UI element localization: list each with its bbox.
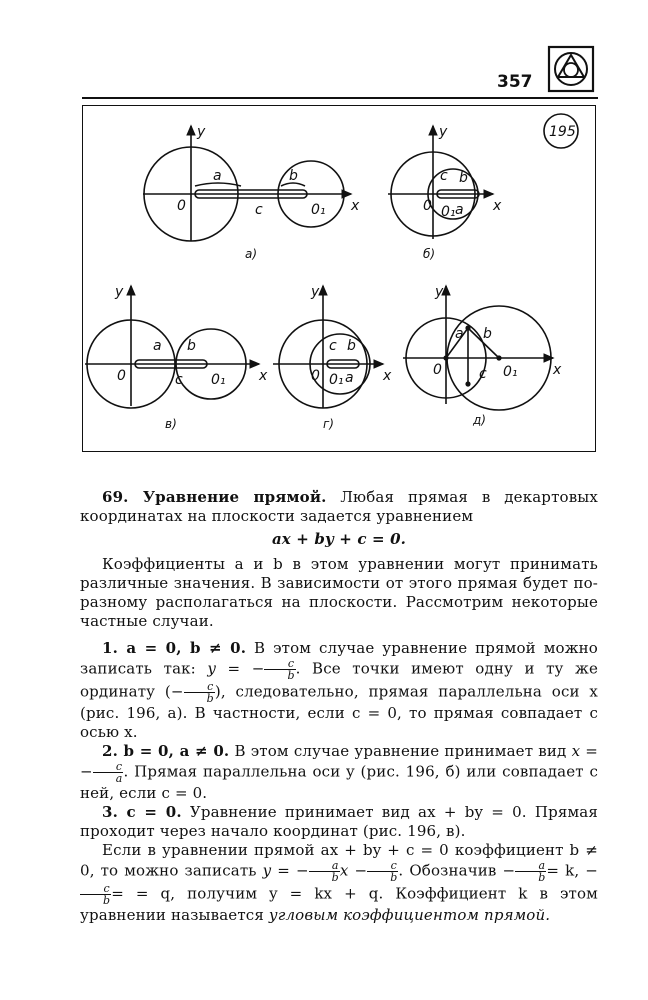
label-c-b: c [440,168,448,184]
last-eq: = [111,884,124,903]
label-a-d: a [345,370,354,386]
case-1-head: 1. a = 0, b ≠ 0. [102,639,247,657]
label-c-c: c [175,372,183,388]
label-center2-e: 0₁ [503,364,518,380]
label-b-a: b [289,168,298,184]
case-2-a: В этом случае уравнение принимает вид [234,742,567,760]
figure-drawing [83,106,597,453]
figure-number: 195 [549,124,576,140]
caption-b: б) [423,247,436,261]
label-origin-c: 0 [117,368,126,384]
frac-c-over-a: $\frac{c}{a}$ [93,761,124,784]
main-equation: ax + by + c = 0. [271,530,407,548]
label-c-d: c [329,338,337,354]
page-number: 357 [497,72,533,92]
label-center2-c: 0₁ [211,372,226,388]
case-1-b: . Все точки имеют одну и ту же ординату [80,659,598,701]
label-y-b: y [439,124,448,140]
book-logo-icon [547,45,595,93]
label-a-e: a [455,326,464,342]
label-a-c: a [153,338,162,354]
frac-c-over-b-3: $\frac{c}{b}$ [367,860,398,883]
case-2-x: x = − [80,742,599,781]
last-a: Если в уравнении прямой ax + by + c = 0 коэффициент b ≠ 0, то можно записать [80,841,598,880]
last-c: = q, получим y = kx + q. Коэффициент k в этом уравнении называется [80,884,599,924]
label-origin-e: 0 [433,362,442,378]
body-text [80,488,598,925]
frac-c-over-b-2: $\frac{c}{b}$ [184,681,215,704]
last-mid: x − [339,861,368,880]
label-y-c: y [115,284,124,300]
label-center2-d: 0₁ [329,372,344,388]
caption-a: а) [245,247,258,261]
label-a-b: a [455,202,464,218]
case-2-head: 2. b = 0, a ≠ 0. [102,742,230,760]
section-title: 69. Уравнение прямой. [102,488,327,506]
label-center2-b: 0₁ [441,204,456,220]
case-2-b: . Прямая параллельна оси y (рис. 196, б) или совпадает с ней, если c = 0. [80,762,598,802]
case-1-a: В этом случае уравнение прямой можно записать так: [80,639,598,678]
label-x-c: x [259,368,268,384]
label-c-a: c [255,202,263,218]
label-y-e: y [435,284,444,300]
caption-c: в) [165,417,177,431]
frac-a-over-b: $\frac{a}{b}$ [309,860,340,883]
last-b: . Обозначив − [398,861,516,880]
last-y: y = − [262,861,309,880]
slope-paragraph [80,841,598,925]
intro-paragraph [80,488,598,526]
label-b-e: b [483,326,492,342]
case-3-text: Уравнение принимает вид ax + by = 0. Прямая проходит через начало координат (рис. 196, в). [80,803,598,840]
label-origin-a: 0 [177,198,186,214]
case-1-y: y = − [207,659,265,678]
intro-text: Любая прямая в декартовых координатах на плоскости задается уравнением [80,488,598,525]
frac-a-over-b-2: $\frac{a}{b}$ [515,860,546,883]
label-origin-d: 0 [311,368,320,384]
label-b-d: b [347,338,356,354]
label-x-e: x [553,362,562,378]
label-b-c: b [187,338,196,354]
label-y-a: y [197,124,206,140]
caption-d: г) [323,417,334,431]
caption-e: д) [473,413,486,427]
last-k: = k, − [546,861,598,880]
label-b-b: b [459,170,468,186]
header-rule [82,97,598,99]
label-a-a: a [213,168,222,184]
term: угловым коэффициентом прямой. [268,906,551,924]
paragraph-1: Коэффициенты a и b в этом уравнении могут принимать различные значения. В зависимости от этого прямая будет по-разному располагаться на плоскости. Рассмотрим некоторые частные случаи. [80,555,598,630]
case-3-head: 3. c = 0. [102,803,182,821]
label-origin-b: 0 [423,198,432,214]
label-c-e: c [479,366,487,382]
figure-195 [82,105,596,452]
label-center2-a: 0₁ [311,202,326,218]
label-x-a: x [351,198,360,214]
label-x-b: x [493,198,502,214]
frac-c-over-b-4: $\frac{c}{b}$ [80,883,111,906]
case-1: 1. a = 0, b ≠ 0. В этом случае уравнение прямой можно записать так: y = − $\frac{c}{b}$ . Все точки имеют одну и ту же ординату (− $\frac{c}{b}$ ), следовательно, прямая параллельна оси x (рис. 196, а). В частности, если c = 0, то прямая совпадает с осью x. [80,639,599,741]
case-1-c: , следовательно, прямая параллельна оси x (рис. 196, а). В частности, если c = 0, то прямая совпадает с осью x. [80,682,599,741]
case-3 [80,803,598,841]
frac-c-over-b: $\frac{c}{b}$ [264,658,295,681]
label-y-d: y [311,284,320,300]
case-2 [80,742,598,803]
label-x-d: x [383,368,392,384]
